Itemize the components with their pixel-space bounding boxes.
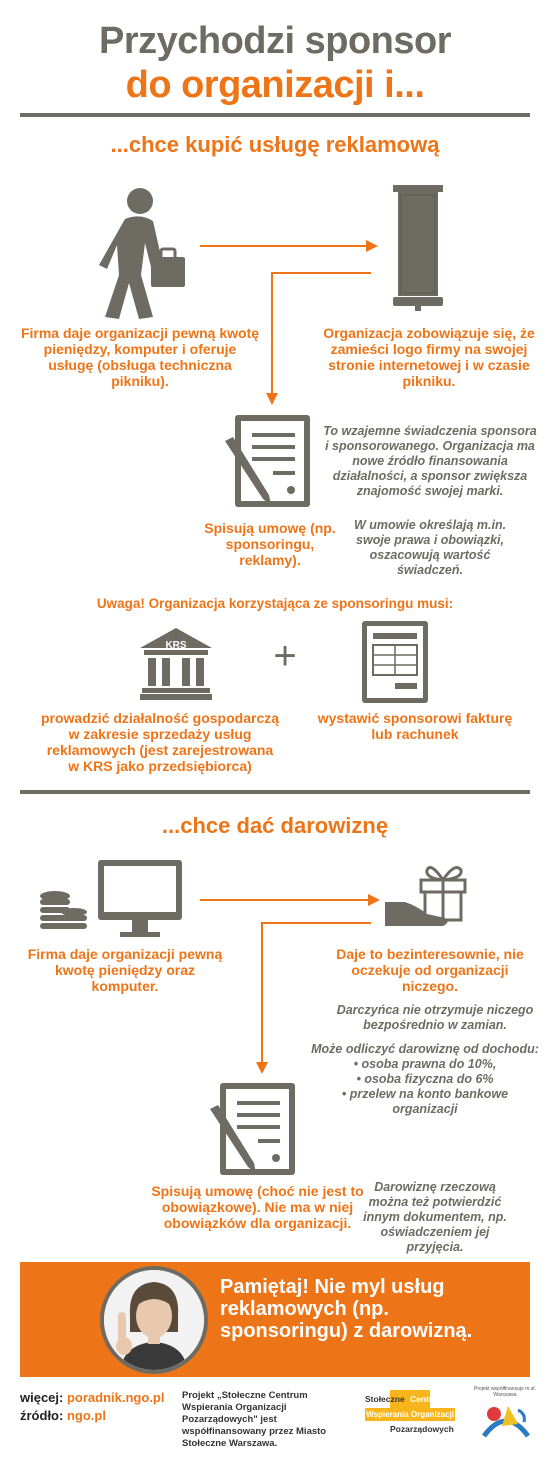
invoice-icon <box>362 621 428 703</box>
logo-text-2: Centrum <box>410 1394 445 1404</box>
section-1-warning: Uwaga! Organizacja korzystająca ze sponsoringu musi: <box>96 596 454 611</box>
requirement-2: wystawić sponsorowi fakturę lub rachunek <box>317 710 513 742</box>
reminder-text: Pamiętaj! Nie myl usług reklamowych (np. sponsoringu) z darowizną. <box>220 1276 473 1342</box>
divider <box>20 790 530 794</box>
section-1-left-text: Firma daje organizacji pewną kwotę pieniędzy, komputer i oferuje usługę (obsługa techniczna pikniku). <box>20 325 260 389</box>
footer-more <box>20 1390 164 1405</box>
logo-text-1: Stołeczne <box>365 1394 405 1404</box>
footer-source <box>20 1408 106 1423</box>
arrow-line <box>200 245 370 247</box>
arrow-right-icon <box>368 894 380 906</box>
section-2-left-text: Firma daje organizacji pewną kwotę pieniędzy oraz komputer. <box>27 946 223 994</box>
note-2-item: • osoba fizyczna do 6% <box>356 1072 494 1086</box>
contract-icon <box>225 415 315 510</box>
computer-icon <box>98 860 182 938</box>
divider <box>20 113 530 117</box>
section-1-note-2: W umowie określają m.in. swoje prawa i obowiązki, oszacowują wartość świadczeń. <box>353 518 507 577</box>
footer-project-text: Projekt „Stołeczne Centrum Wspierania Organizacji Pozarządowych" jest współfinansowany przez Miasto Stołeczne Warszawa. <box>182 1390 327 1449</box>
arrow-down-icon <box>256 1062 268 1074</box>
arrow-line <box>271 272 273 397</box>
section-2-note-1: Darczyńca nie otrzymuje niczego bezpośrednio w zamian. <box>336 1003 534 1032</box>
section-2-heading: ...chce dać darowiznę <box>161 813 389 838</box>
city-logo-caption: Projekt współfinansuje m.st. Warszawa <box>474 1386 536 1398</box>
arrow-line <box>261 922 371 924</box>
arrow-line <box>271 272 371 274</box>
arrow-line <box>261 922 263 1066</box>
section-1-heading: ...chce kupić usługę reklamową <box>110 132 440 157</box>
section-2-contract-text: Spisują umowę (choć nie jest to obowiązkowe). Nie ma w niej obowiązków dla organizacji. <box>151 1183 364 1231</box>
scwo-logo <box>365 1390 455 1445</box>
krs-building-icon <box>140 628 212 700</box>
requirement-1: prowadzić działalność gospodarczą w zakresie sprzedaży usług reklamowych (jest zarejestrowana w KRS jako przedsiębiorca) <box>40 710 280 774</box>
title-line-2: do organizacji i... <box>125 64 425 106</box>
section-1-contract-text: Spisują umowę (np. sponsoringu, reklamy). <box>204 520 336 568</box>
businessman-icon <box>95 185 195 320</box>
logo-text-3: Wspierania Organizacji <box>365 1410 455 1419</box>
krs-label: KRS <box>165 640 187 651</box>
section-1-right-text: Organizacja zobowiązuje się, że zamieści logo firmy na swojej stronie internetowej i w czasie pikniku. <box>323 325 535 389</box>
arrow-right-icon <box>366 240 378 252</box>
warsaw-logo <box>478 1396 534 1446</box>
footer-source-link[interactable]: ngo.pl <box>66 1408 106 1423</box>
section-2-note-2 <box>310 1042 540 1117</box>
gift-hand-icon <box>385 858 470 928</box>
note-2-item: • osoba prawna do 10%, <box>353 1057 497 1071</box>
section-2-right-text: Daje to bezinteresownie, nie oczekuje od organizacji niczego. <box>336 946 524 994</box>
section-1-note-1: To wzajemne świadczenia sponsora i sponsorowanego. Organizacja ma nowe źródło finansowania działalności, a sponsor zwiększa znajomość swojej marki. <box>323 424 537 498</box>
contract-icon <box>210 1083 300 1178</box>
section-2-note-3: Darowiznę rzeczową można też potwierdzić innym dokumentem, np. oświadczeniem jej przyjęcia. <box>363 1180 507 1254</box>
footer-more-link[interactable]: poradnik.ngo.pl <box>66 1390 165 1405</box>
footer-more-label: więcej: <box>20 1390 64 1405</box>
rollup-banner-icon <box>393 185 443 315</box>
logo-text-4: Pozarządowych <box>390 1424 454 1434</box>
footer-source-label: źródło: <box>20 1408 64 1423</box>
note-2-title: Może odliczyć darowiznę od dochodu: <box>311 1042 539 1056</box>
plus-icon: + <box>273 634 297 678</box>
arrow-down-icon <box>266 393 278 405</box>
arrow-line <box>200 899 372 901</box>
woman-avatar <box>100 1266 208 1374</box>
coins-icon <box>38 890 88 935</box>
note-2-item: • przelew na konto bankowe organizacji <box>341 1087 509 1116</box>
title-line-1: Przychodzi sponsor <box>98 20 452 62</box>
